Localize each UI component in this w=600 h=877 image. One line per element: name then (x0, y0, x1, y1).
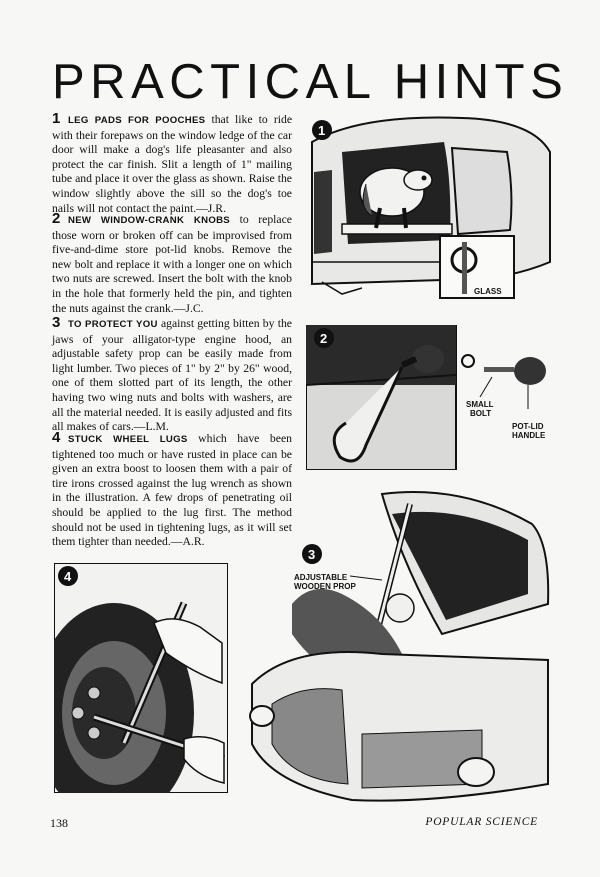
figure-3-hood-prop (232, 484, 550, 804)
hint-heading: STUCK WHEEL LUGS (68, 434, 188, 445)
hint-number: 2 (52, 210, 61, 227)
hint-body: against getting bitten by the jaws of your alligator-type engine hood, an adjustable safety prop can be easily made from light lumber. Two pieces of 1" by 2" by 26" wood, one of them slotted part of its length, the other having two wing nuts and bolts with washers, are all the material needed. It is easily adjusted and fits all makes of cars.—L.M. (52, 317, 292, 434)
glass-label: GLASS (474, 287, 502, 296)
figure-number: 1 (318, 123, 326, 138)
prop-label: WOODEN PROP (294, 582, 356, 591)
magazine-name: POPULAR SCIENCE (425, 816, 538, 828)
figure-1-dog-in-car-window (302, 112, 552, 310)
hint-1 (52, 112, 292, 216)
pot-lid-label: POT-LID (512, 422, 544, 431)
hint-number: 3 (52, 314, 61, 331)
hint-body: that like to ride with their forepaws on the window ledge of the car door will make a dog's life pleasanter and also protect the car finish. Slit a length of 1" mailing tube and place it over the glass as shown. Raise the window slightly above the sill so the dog's toe nails will not contact the paint.—J.R. (52, 113, 293, 215)
pot-lid-label: HANDLE (512, 431, 546, 440)
hint-number: 1 (52, 110, 61, 127)
page-number: 138 (50, 816, 68, 830)
hint-heading: LEG PADS FOR POOCHES (68, 115, 206, 126)
figure-number: 2 (320, 331, 328, 346)
hint-2 (52, 212, 292, 316)
hint-heading: NEW WINDOW-CRANK KNOBS (68, 215, 231, 226)
figure-number: 4 (64, 569, 72, 584)
small-bolt-label: SMALL (466, 400, 494, 409)
hint-body: to replace those worn or broken off can be improvised from five-and-dime store pot-lid knobs. Remove the new bolt and replace it with a longer one on which two nuts are screwed. Insert the bolt with the knob in the hole that formerly held the pin, and tighten the nuts against the crank.—J.C. (52, 213, 292, 315)
figure-2-window-crank-knob (306, 325, 552, 470)
figure-number: 3 (308, 547, 316, 562)
hint-number: 4 (52, 429, 61, 446)
figure-4-wheel-lugs (54, 563, 228, 793)
page-title: PRACTICAL HINTS (52, 55, 569, 109)
hint-heading: TO PROTECT YOU (68, 319, 158, 330)
small-bolt-label: BOLT (470, 409, 492, 418)
hint-3 (52, 316, 292, 435)
prop-label: ADJUSTABLE (294, 573, 348, 582)
hint-body: which have been tightened too much or have rusted in place can be given an extra boost to loosen them with a pair of tire irons crossed against the lug wrench as shown in the illustration. A few drops of penetrating oil should be applied to the lug first. The method should not be used in tightening lugs, as it will set them tighter than needed.—A.R. (52, 432, 292, 549)
